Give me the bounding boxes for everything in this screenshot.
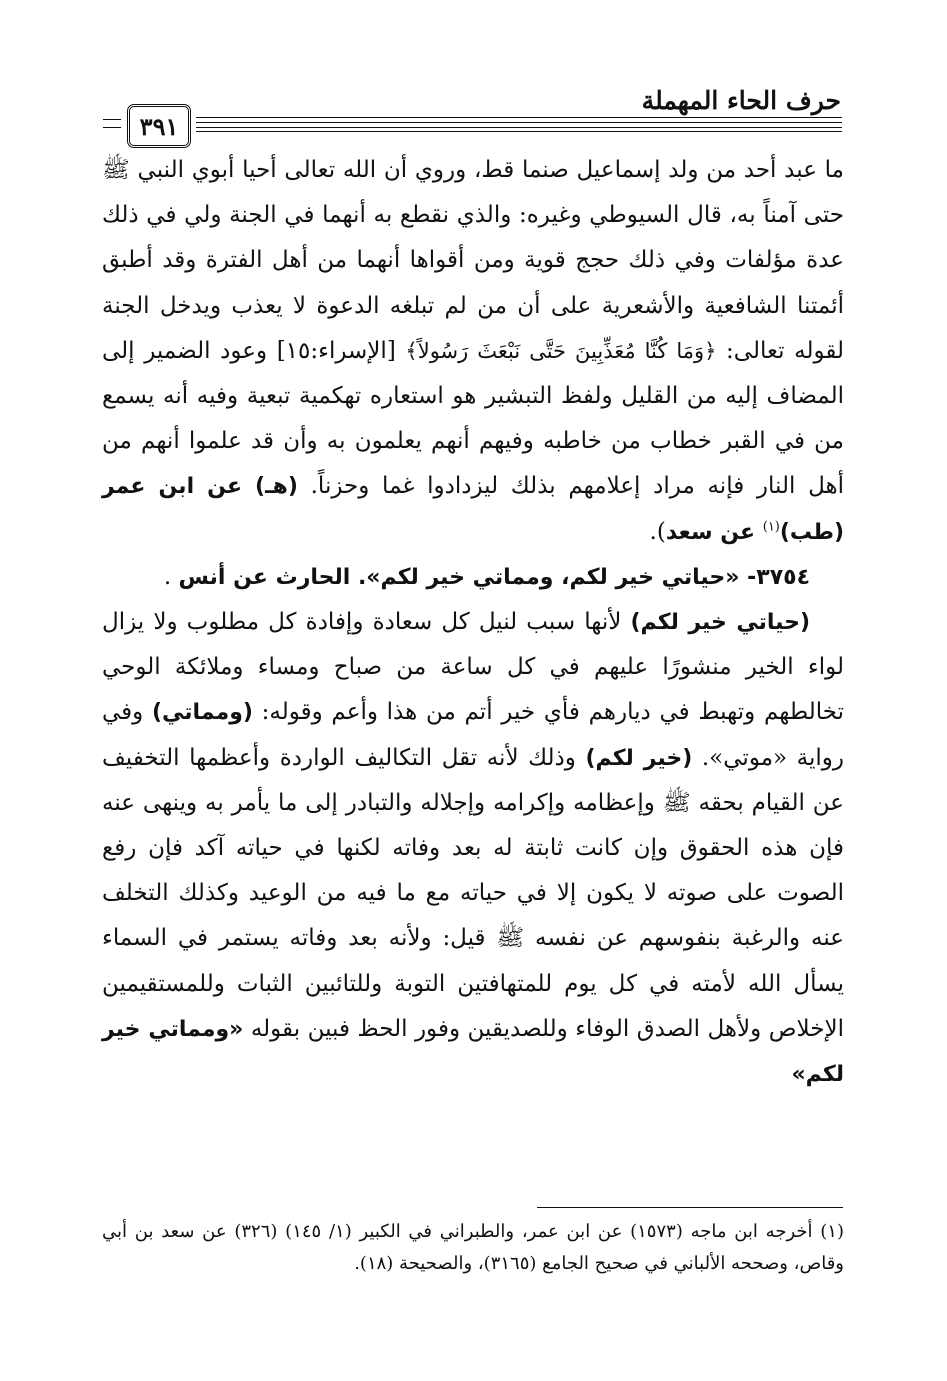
hadith-source: (هـ) عن ابن عمر (102, 474, 298, 500)
quoted-phrase: (خير لكم) (585, 745, 693, 771)
header-rule (196, 127, 842, 128)
header-rule (196, 122, 842, 123)
text-run: ما عبد أحد من ولد إسماعيل صنما قط، وروي أن الله تعالى أحيا أبوي النبي ﷺ حتى آمناً به، قال السيوطي وغيره: والذي نقطع به أنهما في الجنة ولي في ذلك عدة مؤلفات وفي ذلك حجج قوية ومن أقواها أنهما من أهل الفترة وقد أطبق أئمتنا الشافعية والأشعرية على أن من لم تبلغه الدعوة لا يعذب ويدخل الجنة لقوله تعالى: (102, 157, 844, 364)
commentary-paragraph (102, 600, 844, 1097)
footnote-ref: (١) (762, 518, 780, 534)
commentary-paragraph (102, 148, 844, 555)
hadith-source: (طب) (779, 519, 844, 545)
quoted-phrase: (ومماتي) (151, 700, 253, 726)
text-run: . (163, 563, 179, 590)
quoted-phrase: «ومماتي خير لكم» (102, 1016, 844, 1088)
hadith-source: عن سعد (665, 519, 763, 545)
text-run: [الإسراء:١٥] وعود الضمير إلى المضاف إليه من القليل ولفظ التبشير هو استعاره تهكمية تبعية وفيه أنه يسمع من في القبر خطاب من خاطبه وفيهم أنهم يعلمون به وأن قد علموا أنهم من أهل النار فإنه مراد إعلامهم بذلك ليزدادوا غما وحزناً. (102, 337, 845, 500)
header-rule-tick (103, 127, 121, 128)
header-rule (196, 131, 842, 132)
hadith-entry (102, 555, 844, 600)
footnote-separator (537, 1207, 843, 1208)
page-number: ٣٩١ (127, 104, 191, 148)
quran-verse: ﴿وَمَا كُنَّا مُعَذِّبِينَ حَتَّى نَبْعَثَ رَسُولاً﴾ (405, 338, 717, 363)
hadith-text: «حياتي خير لكم، ومماتي خير لكم». الحارث عن أنس (178, 564, 740, 590)
quoted-phrase: (حياتي خير لكم) (630, 610, 810, 636)
text-run: وذلك لأنه تقل التكاليف الواردة وأعظمها التخفيف عن القيام بحقه ﷺ وإعظامه وإكرامه وإجلاله والتبادر إلى ما يأمر به وينهى عنه فإن هذه الحقوق وإن كانت ثابتة له بعد وفاته لكنها في حياته آكد فإن رفع الصوت على صوته لا يكون إلا في حياته مع ما فيه من الوعيد وكذلك التخلف عنه والرغبة بنفوسهم عن نفسه ﷺ قيل: ولأنه بعد وفاته يستمر في السماء يسأل الله لأمته في كل يوم للمتهافتين التوبة وللتائبين الثبات وللمستقيمين الإخلاص ولأهل الصدق الوفاء وللصديقين وفور الحظ فبين بقوله (102, 744, 844, 1042)
hadith-number: ٣٧٥٤- (739, 564, 810, 590)
text-run: ). (649, 518, 666, 545)
body-text (102, 148, 844, 1097)
chapter-title: حرف الحاء المهملة (641, 86, 841, 115)
footnotes (102, 1216, 844, 1280)
footnote: (١) أخرجه ابن ماجه (١٥٧٣) عن ابن عمر، والطبراني في الكبير (١/ ١٤٥) (٣٢٦) عن سعد بن أبي وقاص، وصححه الألباني في صحيح الجامع (٣١٦٥)، والصحيحة (١٨). (102, 1221, 844, 1274)
header-rule-tick (103, 119, 121, 120)
text-run: وفي رواية «موتي». (102, 699, 844, 771)
text-run: لأنها سبب لنيل كل سعادة وإفادة كل مطلوب ولا يزال لواء الخير منشورًا عليهم في كل ساعة من صباح ومساء وملائكة الوحي تخالطهم وتهبط في ديارهم فأي خير أتم من هذا وأعم وقوله: (102, 609, 844, 726)
header-rule (196, 117, 842, 118)
